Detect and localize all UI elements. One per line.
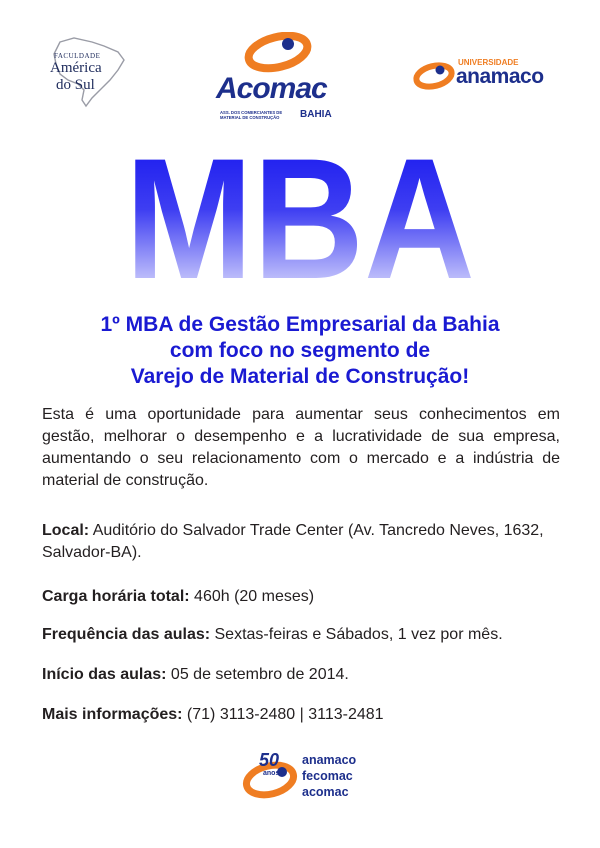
acomac-logo [212,32,344,120]
detail-inicio-label: Início das aulas: [42,666,167,683]
acomac-state: BAHIA [300,109,332,120]
detail-info-value: (71) 3113-2480 | 3113-2481 [182,706,384,723]
intro-paragraph: Esta é uma oportunidade para aumentar seus conhecimentos em gestão, melhorar o desempenho e a lucratividade de sua empresa, aumentando o seu relacionamento com o mercado e a indústria de material de construção. [42,406,560,489]
detail-carga-label: Carga horária total: [42,588,190,605]
america-label: América [50,60,102,76]
detail-info [42,704,560,726]
headline-line-2: com foco no segmento de [169,339,431,362]
anamaco-wordmark: anamaco [456,65,544,88]
fifty-years-logo [242,750,382,806]
acomac-swoosh-icon [212,32,344,76]
detail-carga-value: 460h (20 meses) [189,588,315,605]
detail-local [42,520,560,564]
headline-line-1: 1º MBA de Gestão Empresarial da Bahia [100,313,500,336]
org-fecomac: fecomac [302,769,353,783]
faculdade-america-do-sul-logo [38,36,132,110]
acomac-subtitle [220,110,300,120]
detail-info-label: Mais informações: [42,706,183,723]
detail-inicio-value: 05 de setembro de 2014. [166,666,349,683]
headline-line-3: Varejo de Material de Construção! [130,365,470,388]
acomac-wordmark: Acomac [216,72,327,105]
do-sul-label: do Sul [56,77,95,93]
mba-hero-text: MBA [125,138,475,298]
org-anamaco: anamaco [302,753,357,767]
detail-local-label: Local: [42,522,90,539]
universidade-anamaco-logo [412,56,564,96]
anamaco-swoosh-icon [412,58,456,94]
acomac-sub-line2: MATERIAL DE CONSTRUÇÃO [220,115,280,120]
faculdade-label: FACULDADE [54,52,101,60]
detail-frequencia [42,624,560,646]
detail-local-value: Auditório do Salvador Trade Center (Av. Tancredo Neves, 1632, Salvador-BA). [42,522,544,561]
detail-carga [42,586,560,608]
anos-label: anos [263,770,280,777]
universidade-label: UNIVERSIDADE [458,58,519,67]
acomac-sub-line1: ASS. DOS COMERCIANTES DE [220,110,283,115]
org-acomac: acomac [302,785,349,799]
detail-frequencia-label: Frequência das aulas: [42,626,211,643]
fifty-number: 50 [259,750,280,770]
mba-hero [0,138,600,298]
detail-inicio [42,664,560,686]
detail-frequencia-value: Sextas-feiras e Sábados, 1 vez por mês. [210,626,503,643]
